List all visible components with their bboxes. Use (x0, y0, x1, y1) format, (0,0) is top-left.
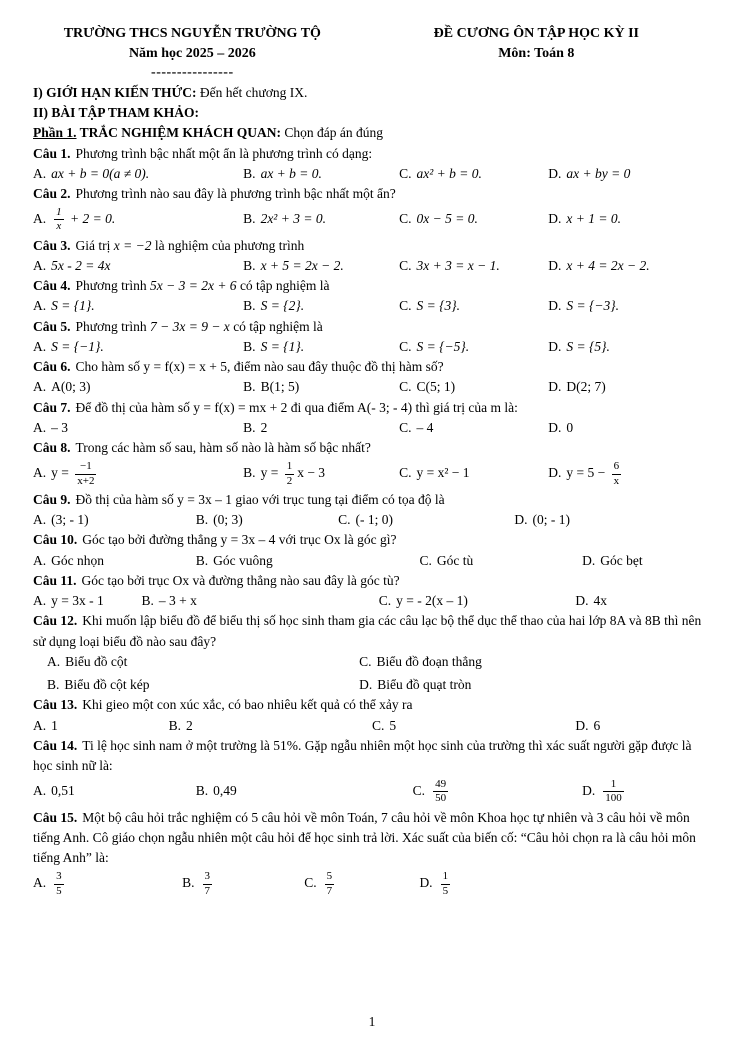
question-number: Câu 7. (33, 399, 71, 415)
text-segment: S = {−3}. (566, 298, 620, 314)
text-segment: x + 5 = 2x − 2. (260, 257, 344, 273)
option-C (399, 377, 548, 397)
text-segment: – 3 + x (158, 593, 197, 609)
option-label: B. (243, 379, 256, 395)
part1-title: TRẮC NGHIỆM KHÁCH QUAN: (76, 125, 282, 141)
option-A (33, 337, 243, 357)
question-body (82, 532, 396, 547)
question-number: Câu 8. (33, 440, 71, 456)
text-segment: S = {2}. (260, 298, 305, 314)
text-segment: Phương trình bậc nhất một ẩn là phương trình có dạng: (75, 145, 373, 161)
question-number: Câu 14. (33, 737, 78, 753)
option-B (169, 716, 372, 736)
question (33, 571, 711, 612)
fraction: $\frac{1}{5}$ (442, 870, 449, 897)
option-label: D. (548, 419, 562, 435)
question (33, 317, 711, 358)
question-body (76, 440, 371, 455)
option-label: B. (141, 593, 154, 609)
fraction: $\frac{49}{50}$ (435, 778, 447, 805)
text-segment: x + 4 = 2x − 2. (566, 257, 650, 273)
text-segment: x − 3 (297, 465, 326, 481)
text-segment: y = 3x - 1 (51, 593, 104, 609)
text-segment: 6 (593, 717, 601, 733)
text-segment: ax + by = 0 (566, 165, 631, 181)
option-label: C. (399, 298, 412, 314)
text-segment: Phương trình (75, 278, 150, 294)
text-segment: x = −2 (113, 237, 152, 253)
option-label: B. (243, 419, 256, 435)
option-C (399, 418, 548, 438)
option-label: A. (33, 512, 47, 528)
question-text (33, 695, 711, 715)
fraction: $\frac{1}{x}$ (56, 206, 62, 233)
option-label: D. (575, 717, 589, 733)
option-label: C. (378, 593, 392, 609)
text-segment: Biểu đồ đoạn thẳng (376, 653, 482, 669)
text-segment: 0x − 5 = 0. (416, 211, 478, 227)
question-number: Câu 9. (33, 491, 71, 507)
option-D (548, 377, 711, 397)
text-segment: Đồ thị của hàm số y = 3x – 1 giao với trục tung tại điểm có tọa độ là (75, 491, 445, 507)
option-C (304, 868, 419, 899)
text-segment: S = {1}. (260, 338, 305, 354)
scope-text: Đến hết chương IX. (196, 84, 308, 100)
text-segment: 1 (51, 717, 58, 733)
question (33, 398, 711, 439)
option-C (359, 652, 711, 672)
text-segment: có tập nghiệm là (236, 278, 330, 294)
text-segment: (3; - 1) (51, 512, 89, 528)
question-text (33, 236, 711, 256)
option-B (243, 337, 399, 357)
option-D (582, 551, 711, 571)
option-A (47, 652, 359, 672)
option-C (413, 776, 583, 807)
page-number: 1 (368, 1014, 376, 1029)
option-D (575, 716, 711, 736)
option-label: A. (33, 593, 47, 609)
text-segment: 2x² + 3 = 0. (260, 211, 326, 227)
text-segment: 7 − 3x = 9 − x (149, 318, 230, 334)
option-label: D. (359, 677, 373, 693)
question-number: Câu 15. (33, 809, 78, 825)
option-B (196, 510, 338, 530)
answer-options (33, 377, 711, 397)
question (33, 184, 711, 236)
question-number: Câu 1. (33, 145, 71, 161)
option-label: B. (47, 677, 60, 693)
option-B (243, 458, 399, 489)
option-label: B. (243, 465, 256, 481)
text-segment: ax² + b = 0. (416, 165, 482, 181)
document-title: ĐỀ CƯƠNG ÔN TẬP HỌC KỲ II (433, 26, 639, 41)
fraction: $\frac{3}{5}$ (56, 870, 62, 897)
option-label: A. (33, 465, 47, 481)
text-segment: S = {5}. (566, 338, 610, 354)
option-D (548, 164, 711, 184)
option-C (399, 296, 548, 316)
option-D (582, 776, 711, 807)
question-text (33, 357, 711, 377)
option-A (33, 418, 243, 438)
text-segment: A(0; 3) (51, 379, 91, 395)
question (33, 808, 711, 900)
option-C (399, 256, 548, 276)
text-segment: – 4 (416, 419, 434, 435)
option-C (338, 510, 514, 530)
option-label: D. (575, 593, 589, 609)
text-segment: Phương trình nào sau đây là phương trình bậc nhất một ẩn? (75, 186, 396, 202)
text-segment: 0 (566, 419, 574, 435)
question-number: Câu 6. (33, 359, 71, 375)
option-C (399, 164, 548, 184)
text-segment: B(1; 5) (260, 379, 300, 395)
option-label: D. (548, 465, 562, 481)
question-text (33, 530, 711, 550)
question-body (33, 810, 696, 866)
question (33, 490, 711, 531)
option-label: C. (399, 379, 412, 395)
answer-options (33, 458, 711, 489)
text-segment: D(2; 7) (566, 379, 606, 395)
subject-label: Môn: Toán 8 (498, 45, 575, 61)
text-segment: 5 (389, 717, 397, 733)
text-segment: Phương trình (75, 318, 150, 334)
option-A (33, 377, 243, 397)
text-segment: Để đồ thị của hàm số y = f(x) = mx + 2 đi qua điểm A(- 3; - 4) thì giá trị của m là: (75, 399, 518, 415)
option-A (33, 591, 141, 611)
text-segment: + 2 = 0. (66, 211, 116, 227)
option-B (243, 209, 399, 229)
option-label: D. (548, 211, 562, 227)
text-segment: x + 1 = 0. (566, 211, 621, 227)
question-body (76, 492, 445, 507)
option-label: B. (243, 298, 256, 314)
text-segment: y = 5 − (566, 465, 609, 481)
question-body (76, 359, 444, 374)
text-segment: 0,51 (51, 783, 75, 799)
question (33, 611, 711, 695)
option-B (141, 591, 378, 611)
question-body (76, 238, 305, 253)
option-B (47, 675, 359, 695)
option-B (243, 296, 399, 316)
option-label: A. (33, 165, 47, 181)
text-segment: Giá trị (75, 237, 114, 253)
answer-options (33, 510, 711, 530)
option-B (196, 781, 413, 801)
fraction: $\frac{1}{2}$ (286, 460, 293, 487)
option-B (243, 377, 399, 397)
option-C (379, 591, 576, 611)
school-name: TRƯỜNG THCS NGUYỄN TRƯỜNG TỘ (63, 26, 321, 41)
text-segment: S = {3}. (416, 298, 461, 314)
option-label: B. (195, 512, 209, 528)
answer-options (33, 716, 711, 736)
option-label: C. (359, 653, 372, 669)
text-segment: 3x + 3 = x − 1. (416, 257, 500, 273)
option-A (33, 868, 182, 899)
question-text (33, 571, 711, 591)
option-label: A. (33, 298, 47, 314)
text-segment: 5x − 3 = 2x + 6 (149, 278, 237, 294)
option-label: A. (47, 653, 61, 669)
question-text (33, 276, 711, 296)
part1-label: Phần 1. (33, 125, 77, 141)
fraction: $\frac{6}{x}$ (613, 460, 620, 487)
school-year: Năm học 2025 – 2026 (128, 45, 256, 61)
text-segment: 4x (593, 593, 607, 609)
option-label: B. (243, 211, 256, 227)
option-label: C. (399, 465, 412, 481)
question (33, 695, 711, 736)
question-text (33, 611, 711, 652)
question-number: Câu 13. (33, 697, 78, 713)
option-A (33, 256, 243, 276)
option-label: B. (195, 552, 209, 568)
text-segment: Góc nhọn (51, 552, 104, 568)
option-A (33, 204, 243, 235)
text-segment: (- 1; 0) (355, 512, 393, 528)
option-label: B. (195, 783, 209, 799)
question-number: Câu 5. (33, 318, 71, 334)
separator-dashes: ---------------- (151, 65, 234, 81)
text-segment: C(5; 1) (416, 379, 456, 395)
header-right-block (352, 24, 711, 83)
text-segment: Góc tạo bởi trục Ox và đường thẳng nào sau đây là góc tù? (81, 572, 400, 588)
fraction: $\frac{5}{7}$ (326, 870, 333, 897)
text-segment: Cho hàm số y = f(x) = x + 5, điểm nào sau đây thuộc đồ thị hàm số? (75, 359, 444, 375)
answer-options (33, 204, 711, 235)
option-C (399, 463, 548, 483)
option-label: D. (548, 379, 562, 395)
text-segment: Khi gieo một con xúc xắc, có bao nhiêu kết quả có thể xảy ra (82, 697, 413, 713)
question-number: Câu 10. (33, 532, 78, 548)
text-segment: 2 (260, 419, 268, 435)
question-number: Câu 12. (33, 613, 78, 629)
option-label: C. (304, 875, 317, 891)
option-label: A. (33, 338, 47, 354)
option-label: D. (514, 512, 528, 528)
question-body (33, 613, 701, 648)
text-segment: y = x² − 1 (416, 465, 470, 481)
option-label: C. (399, 257, 412, 273)
option-B (196, 551, 420, 571)
fraction: $\frac{-1}{x+2}$ (77, 460, 95, 487)
option-label: B. (243, 165, 256, 181)
option-label: C. (399, 419, 412, 435)
text-segment: Góc tạo bởi đường thẳng y = 3x – 4 với trục Ox là góc gì? (82, 532, 397, 548)
header-left-block (33, 24, 352, 83)
question (33, 736, 711, 808)
question-body (76, 400, 518, 415)
option-A (33, 296, 243, 316)
question (33, 236, 711, 277)
option-D (575, 591, 711, 611)
text-segment: S = {−5}. (416, 338, 470, 354)
document-header (33, 24, 711, 83)
option-D (514, 510, 711, 530)
option-A (33, 551, 196, 571)
option-C (399, 337, 548, 357)
option-B (243, 418, 399, 438)
option-label: D. (419, 875, 433, 891)
option-label: A. (33, 379, 47, 395)
text-segment: ax + b = 0. (260, 165, 322, 181)
option-A (33, 458, 243, 489)
option-label: B. (182, 875, 195, 891)
text-segment: Khi muốn lập biểu đồ để biểu thị số học sinh tham gia các câu lạc bộ thể dục thể thao của hai lớp 8A và 8B thì nên sử dụng loại biểu đồ nào sau đây? (33, 613, 702, 649)
option-B (243, 256, 399, 276)
option-label: D. (548, 298, 562, 314)
option-label: B. (168, 717, 181, 733)
question-body (76, 186, 396, 201)
option-label: C. (399, 338, 412, 354)
text-segment: Góc vuông (213, 552, 273, 568)
question-text (33, 398, 711, 418)
text-segment: 2 (185, 717, 193, 733)
text-segment: có tập nghiệm là (229, 318, 323, 334)
option-A (33, 781, 196, 801)
text-segment: Góc bẹt (600, 552, 643, 568)
answer-options (33, 296, 711, 316)
option-D (548, 337, 711, 357)
option-A (33, 716, 169, 736)
question-number: Câu 2. (33, 186, 71, 202)
answer-options (33, 776, 711, 807)
question-number: Câu 11. (33, 572, 77, 588)
answer-options (33, 337, 711, 357)
question-text (33, 490, 711, 510)
question-body (82, 697, 412, 712)
section2-heading: II) BÀI TẬP THAM KHẢO: (33, 105, 200, 121)
option-label: D. (582, 552, 596, 568)
answer-options (33, 591, 711, 611)
text-segment: Một bộ câu hỏi trắc nghiệm có 5 câu hỏi về môn Toán, 7 câu hỏi về môn Khoa học tự nhiên và 3 câu hỏi về môn tiếng Anh. Cô giáo chọn ngẫu nhiên một câu hỏi để học sinh trả lời. Xác suất của biến cố: “Câu hỏi chọn ra là câu hỏi môn tiếng Anh” là: (33, 809, 696, 866)
option-label: A. (33, 419, 47, 435)
option-label: C. (412, 783, 426, 799)
option-label: A. (33, 717, 47, 733)
text-segment: Góc tù (436, 552, 474, 568)
question (33, 438, 711, 490)
option-label: D. (548, 257, 562, 273)
answer-options (33, 418, 711, 438)
text-segment: y = - 2(x – 1) (396, 593, 468, 609)
text-segment: 5x - 2 = 4x (51, 257, 111, 273)
option-label: D. (548, 338, 562, 354)
answer-options (33, 256, 711, 276)
option-label: A. (33, 875, 47, 891)
question-text (33, 438, 711, 458)
question-body (76, 278, 330, 293)
question-text (33, 317, 711, 337)
text-segment: là nghiệm của phương trình (151, 237, 305, 253)
answer-options (33, 551, 711, 571)
option-D (548, 209, 711, 229)
option-D (419, 868, 711, 899)
option-D (548, 256, 711, 276)
question-number: Câu 3. (33, 237, 71, 253)
question-text (33, 808, 711, 869)
text-segment: ax + b = 0(a ≠ 0). (51, 165, 150, 181)
question-body (76, 319, 323, 334)
question (33, 357, 711, 398)
part1-note: Chọn đáp án đúng (281, 125, 384, 141)
question-text (33, 736, 711, 777)
option-B (243, 164, 399, 184)
questions (33, 144, 711, 900)
text-segment: Trong các hàm số sau, hàm số nào là hàm số bậc nhất? (75, 440, 371, 456)
question-number: Câu 4. (33, 278, 71, 294)
option-D (548, 296, 711, 316)
text-segment: y = (51, 465, 73, 481)
option-label: A. (33, 783, 47, 799)
text-segment: Biểu đồ quạt tròn (377, 677, 472, 693)
option-label: B. (243, 257, 256, 273)
option-label: D. (548, 165, 562, 181)
text-segment: Ti lệ học sinh nam ở một trường là 51%. Gặp ngẫu nhiên một học sinh của trường thì xác suất người gặp được là học sinh nữ là: (33, 737, 692, 774)
scope-line (33, 83, 711, 103)
option-label: B. (243, 338, 256, 354)
question-body (33, 738, 692, 773)
option-C (399, 209, 548, 229)
text-segment: Biểu đồ cột kép (64, 677, 150, 693)
option-label: D. (582, 783, 596, 799)
question-text (33, 184, 711, 204)
text-segment: Biểu đồ cột (65, 653, 128, 669)
option-label: A. (33, 257, 47, 273)
option-label: C. (399, 165, 412, 181)
text-segment: (0; - 1) (532, 512, 570, 528)
scope-label: I) GIỚI HẠN KIẾN THỨC: (33, 84, 197, 100)
answer-options (33, 164, 711, 184)
text-segment: y = (260, 465, 282, 481)
option-label: C. (399, 211, 412, 227)
option-C (419, 551, 582, 571)
text-segment: (0; 3) (213, 512, 243, 528)
fraction: $\frac{1}{100}$ (605, 778, 622, 805)
option-A (33, 164, 243, 184)
option-B (182, 868, 304, 899)
part1-heading (33, 123, 711, 143)
fraction: $\frac{3}{7}$ (204, 870, 211, 897)
text-segment: S = {−1}. (51, 338, 104, 354)
option-label: A. (33, 211, 47, 227)
option-label: C. (419, 552, 432, 568)
option-label: C. (371, 717, 385, 733)
option-A (33, 510, 196, 530)
option-C (372, 716, 575, 736)
option-label: A. (33, 552, 47, 568)
option-D (548, 458, 711, 489)
question (33, 530, 711, 571)
text-segment: S = {1}. (51, 298, 95, 314)
answer-options (33, 868, 711, 899)
question (33, 276, 711, 317)
option-D (548, 418, 711, 438)
text-segment: – 3 (51, 419, 68, 435)
option-label: C. (338, 512, 351, 528)
answer-options (33, 652, 711, 696)
question-body (82, 573, 400, 588)
question-body (76, 146, 373, 161)
question-text (33, 144, 711, 164)
text-segment: 0,49 (213, 783, 237, 799)
option-D (359, 675, 711, 695)
question (33, 144, 711, 185)
